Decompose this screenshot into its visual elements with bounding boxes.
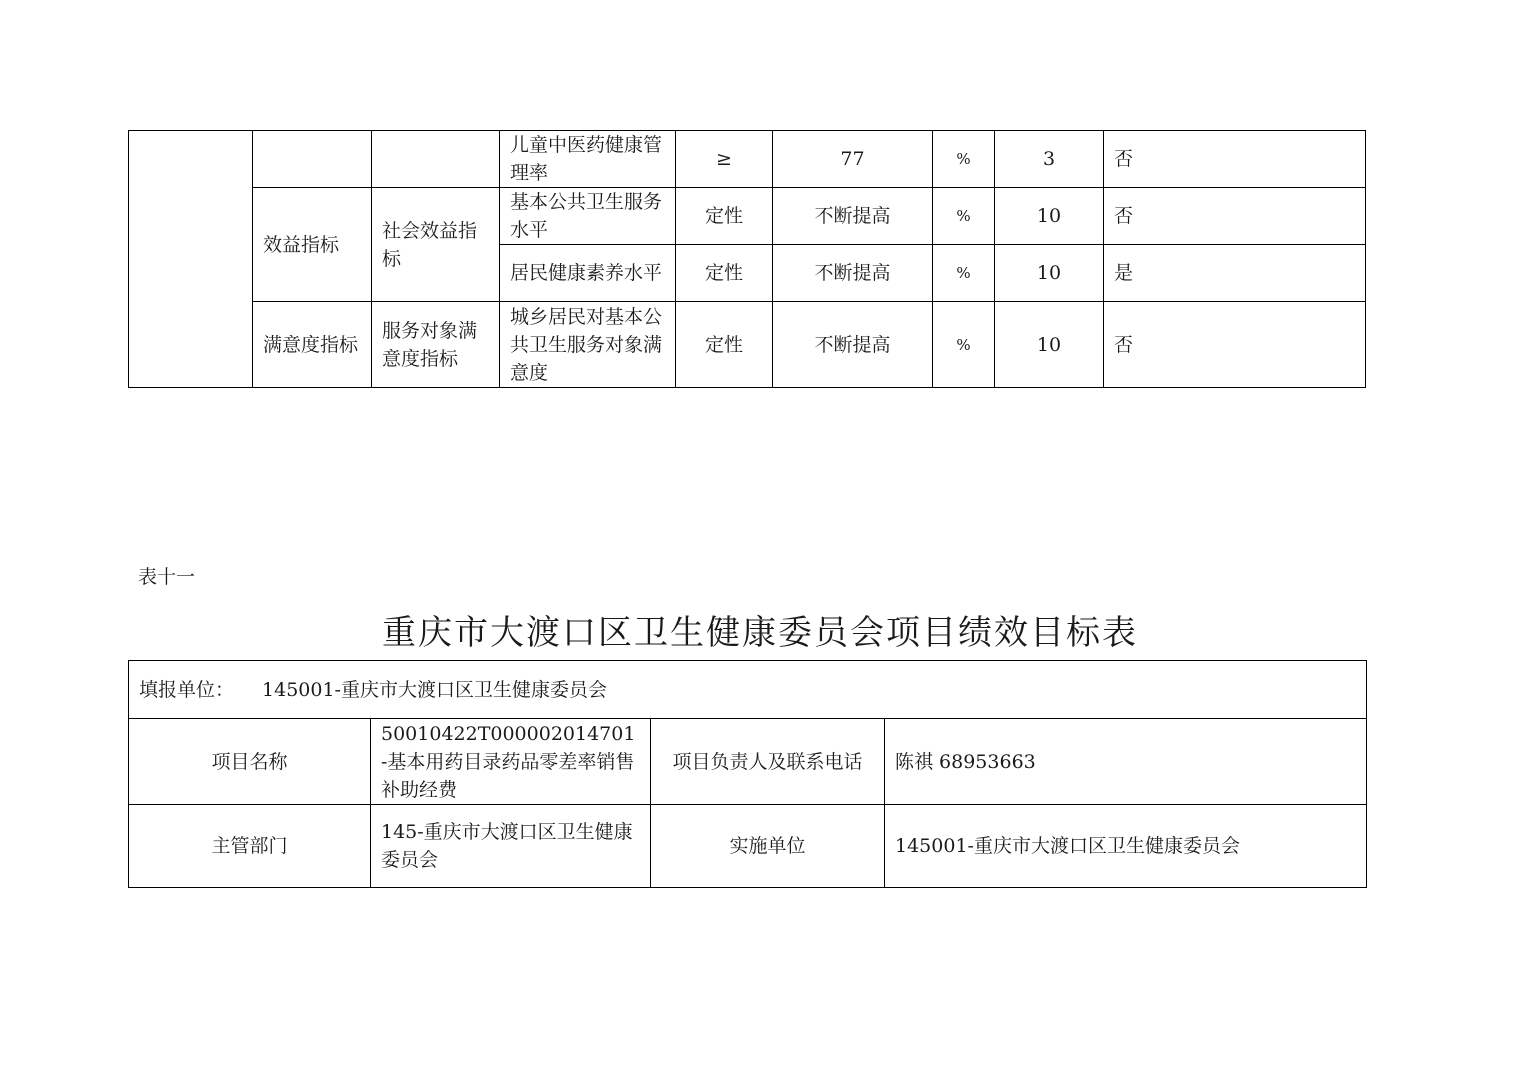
- weight-cell: 10: [995, 188, 1104, 245]
- contact-value: 陈祺 68953663: [885, 719, 1367, 805]
- target-cell: 不断提高: [773, 245, 933, 302]
- project-name-value: 50010422T000002014701-基本用药目录药品零差率销售补助经费: [371, 719, 651, 805]
- weight-cell: 3: [995, 131, 1104, 188]
- table-row: [129, 131, 1366, 188]
- dept-value: 145-重庆市大渡口区卫生健康委员会: [371, 805, 651, 888]
- level2-cell: 服务对象满意度指标: [372, 302, 500, 388]
- page-title: 重庆市大渡口区卫生健康委员会项目绩效目标表: [382, 613, 1138, 653]
- target-cell: 不断提高: [773, 302, 933, 388]
- level2-cell: 社会效益指标: [372, 188, 500, 302]
- operator-cell: ≥: [676, 131, 773, 188]
- reporter-value: 145001-重庆市大渡口区卫生健康委员会: [262, 678, 607, 701]
- level1-cell: 效益指标: [253, 188, 372, 302]
- impl-unit-value: 145001-重庆市大渡口区卫生健康委员会: [885, 805, 1367, 888]
- table-row: [129, 661, 1367, 719]
- reporter-label: 填报单位：: [139, 678, 235, 701]
- unit-cell: %: [933, 188, 995, 245]
- level1-cell: [253, 131, 372, 188]
- level2-cell: [372, 131, 500, 188]
- level0-cell: [129, 131, 253, 388]
- reporter-cell: [129, 661, 1367, 719]
- project-info-table: [128, 660, 1367, 888]
- weight-cell: 10: [995, 245, 1104, 302]
- performance-indicator-table: [128, 130, 1366, 388]
- level1-cell: 满意度指标: [253, 302, 372, 388]
- core-indicator-cell: 否: [1104, 302, 1366, 388]
- dept-label: 主管部门: [129, 805, 371, 888]
- table-row: [129, 188, 1366, 245]
- table-row: [129, 805, 1367, 888]
- target-cell: 77: [773, 131, 933, 188]
- table-row: [129, 302, 1366, 388]
- operator-cell: 定性: [676, 188, 773, 245]
- indicator-cell: 基本公共卫生服务水平: [500, 188, 676, 245]
- indicator-cell: 城乡居民对基本公共卫生服务对象满意度: [500, 302, 676, 388]
- unit-cell: %: [933, 131, 995, 188]
- core-indicator-cell: 是: [1104, 245, 1366, 302]
- indicator-cell: 儿童中医药健康管理率: [500, 131, 676, 188]
- operator-cell: 定性: [676, 245, 773, 302]
- table-number-label: 表十一: [138, 566, 196, 588]
- target-cell: 不断提高: [773, 188, 933, 245]
- project-name-label: 项目名称: [129, 719, 371, 805]
- indicator-cell: 居民健康素养水平: [500, 245, 676, 302]
- weight-cell: 10: [995, 302, 1104, 388]
- core-indicator-cell: 否: [1104, 188, 1366, 245]
- impl-unit-label: 实施单位: [651, 805, 885, 888]
- operator-cell: 定性: [676, 302, 773, 388]
- contact-label: 项目负责人及联系电话: [651, 719, 885, 805]
- unit-cell: %: [933, 245, 995, 302]
- unit-cell: %: [933, 302, 995, 388]
- core-indicator-cell: 否: [1104, 131, 1366, 188]
- table-row: [129, 719, 1367, 805]
